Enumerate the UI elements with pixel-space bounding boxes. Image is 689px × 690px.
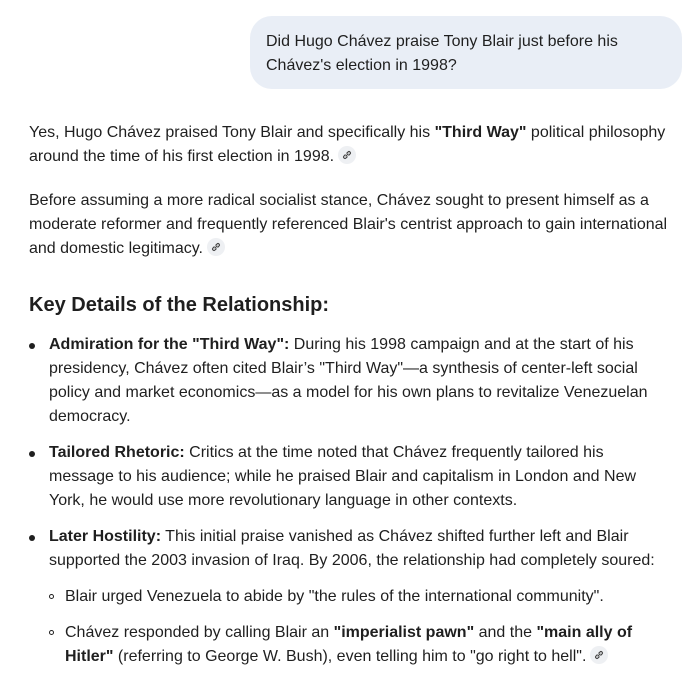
- p1-text-a: Yes, Hugo Chávez praised Tony Blair and specifically his: [29, 124, 435, 141]
- sub-list-item: Blair urged Venezuela to abide by "the rules of the international community".: [49, 585, 669, 609]
- s2-text-c: and the: [474, 624, 537, 641]
- link-icon: [593, 649, 605, 661]
- citation-link-icon[interactable]: [590, 646, 608, 664]
- assistant-response: [29, 121, 669, 681]
- citation-link-icon[interactable]: [338, 146, 356, 164]
- user-message-line-2: Chávez's election in 1998?: [266, 57, 457, 74]
- link-icon: [341, 149, 353, 161]
- link-icon: [210, 241, 222, 253]
- user-message-line-1: Did Hugo Chávez praise Tony Blair just before his: [266, 33, 618, 50]
- details-list: [29, 333, 669, 669]
- list-item: [29, 525, 669, 669]
- list-item: [29, 441, 669, 513]
- citation-link-icon[interactable]: [207, 238, 225, 256]
- response-paragraph-2: [29, 189, 669, 261]
- bullet-title: Admiration for the "Third Way":: [49, 336, 290, 353]
- sub-list-item: [49, 621, 669, 669]
- response-paragraph-1: [29, 121, 669, 169]
- s2-quote-pawn: "imperialist pawn": [333, 624, 475, 641]
- bullet-text: Critics at the time noted that Chávez frequently tailored his message to his audience; while he praised Blair and capitalism in London and New York, he would use more revolutionary language in other contexts.: [49, 444, 637, 509]
- s2-quote-hitler: "main ally of Hitler": [65, 624, 633, 665]
- list-item: [29, 333, 669, 429]
- s2-text-e: (referring to George W. Bush), even telling him to "go right to hell".: [113, 648, 587, 665]
- bullet-text: During his 1998 campaign and at the start of his presidency, Chávez often cited Blair’s "Third Way"—a synthesis of center-left social policy and market economics—as a model for his own plans to revitalize Venezuelan democracy.: [49, 336, 648, 425]
- section-heading: Key Details of the Relationship:: [29, 294, 330, 316]
- p1-third-way: "Third Way": [434, 124, 527, 141]
- bullet-title: Later Hostility:: [49, 528, 162, 545]
- sub-list: [49, 585, 669, 669]
- p2-text: Before assuming a more radical socialist stance, Chávez sought to present himself as a moderate reformer and frequently referenced Blair's centrist approach to gain international and domestic legitimacy.: [29, 192, 668, 257]
- user-message-bubble: [250, 16, 682, 89]
- p1-text-c: political philosophy around the time of his first election in 1998.: [29, 124, 666, 165]
- bullet-title: Tailored Rhetoric:: [49, 444, 185, 461]
- s2-text-a: Chávez responded by calling Blair an: [65, 624, 334, 641]
- bullet-text: This initial praise vanished as Chávez shifted further left and Blair supported the 2003 invasion of Iraq. By 2006, the relationship had completely soured:: [49, 528, 655, 569]
